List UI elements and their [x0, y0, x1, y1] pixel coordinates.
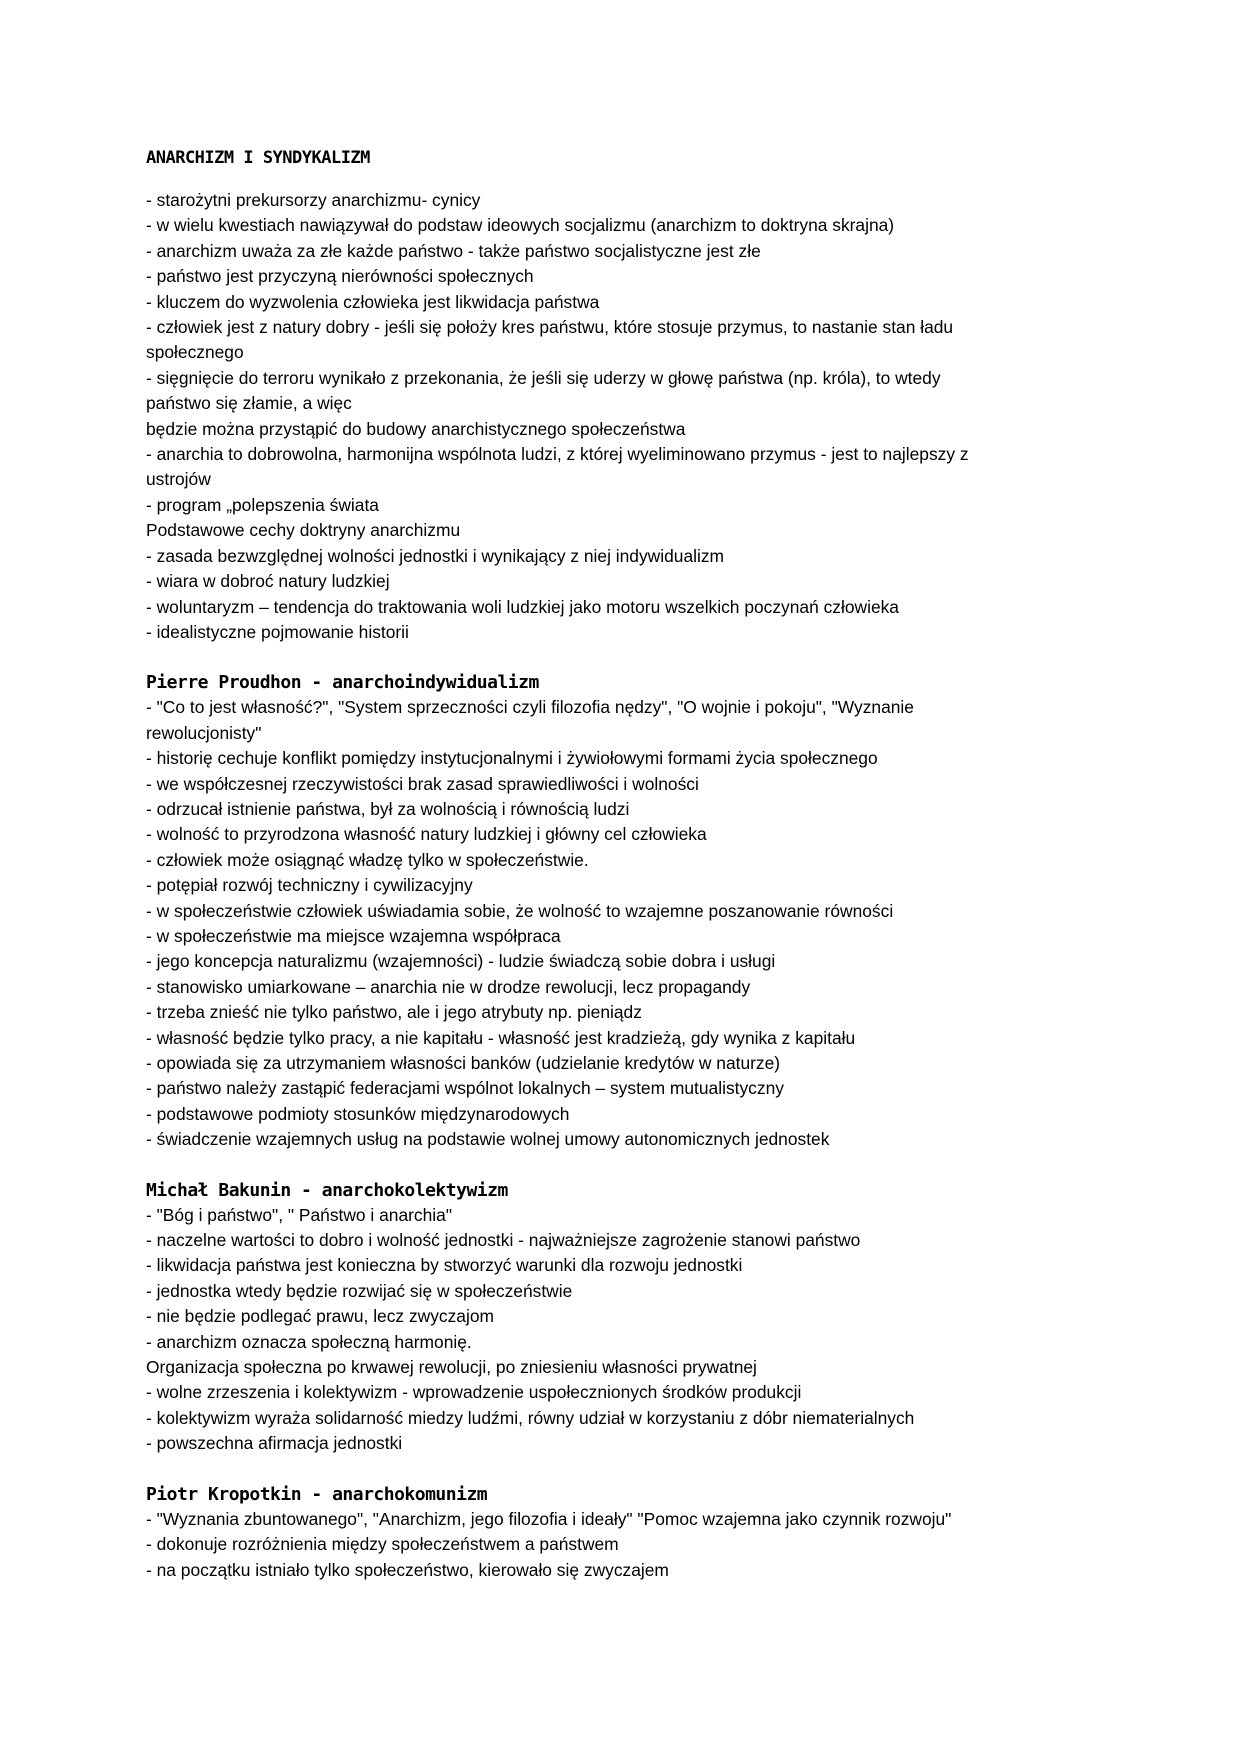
section-heading: Piotr Kropotkin - anarchokomunizm: [146, 1483, 488, 1505]
text-line: - własność będzie tylko pracy, a nie kapitału - własność jest kradzieżą, gdy wynika z kapitału: [146, 1027, 856, 1048]
text-line: - woluntaryzm – tendencja do traktowania woli ludzkiej jako motoru wszelkich poczynań człowieka: [146, 596, 899, 617]
text-line: - w społeczeństwie ma miejsce wzajemna współpraca: [146, 925, 561, 946]
section-proudhon: [146, 670, 1106, 1152]
text-line: - idealistyczne pojmowanie historii: [146, 621, 409, 642]
text-line: - historię cechuje konflikt pomiędzy instytucjonalnymi i żywiołowymi formami życia społecznego: [146, 748, 878, 769]
text-line: ustrojów: [146, 469, 211, 490]
text-line: - stanowisko umiarkowane – anarchia nie w drodze rewolucji, lecz propagandy: [146, 976, 751, 997]
text-line: będzie można przystąpić do budowy anarchistycznego społeczeństwa: [146, 418, 686, 439]
text-line: - sięgnięcie do terroru wynikało z przekonania, że jeśli się uderzy w głowę państwa (np. króla), to wtedy: [146, 367, 941, 388]
section-bakunin: [146, 1178, 1106, 1457]
text-line: - zasada bezwzględnej wolności jednostki i wynikający z niej indywidualizm: [146, 545, 725, 566]
text-line: - anarchizm uważa za złe każde państwo - także państwo socjalistyczne jest złe: [146, 240, 761, 261]
spacer: [146, 1153, 1106, 1178]
text-line: - "Co to jest własność?", "System sprzeczności czyli filozofia nędzy", "O wojnie i pokoju", "Wyznanie: [146, 697, 914, 718]
text-line: państwo się złamie, a więc: [146, 393, 352, 414]
text-line: rewolucjonisty": [146, 722, 262, 743]
text-line: - kolektywizm wyraża solidarność miedzy ludźmi, równy udział w korzystaniu z dóbr niematerialnych: [146, 1407, 915, 1428]
text-line: - wolne zrzeszenia i kolektywizm - wprowadzenie uspołecznionych środków produkcji: [146, 1382, 802, 1403]
document-title: ANARCHIZM I SYNDYKALIZM: [146, 148, 370, 168]
section-heading: Pierre Proudhon - anarchoindywidualizm: [146, 672, 539, 694]
text-line: - program „polepszenia świata: [146, 494, 379, 515]
text-line: - w społeczeństwie człowiek uświadamia sobie, że wolność to wzajemne poszanowanie równości: [146, 900, 894, 921]
subheading-line: Organizacja społeczna po krwawej rewolucji, po zniesieniu własności prywatnej: [146, 1357, 757, 1378]
spacer: [146, 645, 1106, 670]
text-line: - człowiek może osiągnąć władzę tylko w społeczeństwie.: [146, 849, 589, 870]
text-line: społecznego: [146, 342, 244, 363]
text-line: - starożytni prekursorzy anarchizmu- cynicy: [146, 190, 481, 210]
text-line: - świadczenie wzajemnych usług na podstawie wolnej umowy autonomicznych jednostek: [146, 1129, 830, 1150]
text-line: - na początku istniało tylko społeczeństwo, kierowało się zwyczajem: [146, 1559, 669, 1580]
text-line: - człowiek jest z natury dobry - jeśli się położy kres państwu, które stosuje przymus, to nastanie stan ładu: [146, 317, 954, 338]
text-line: - wiara w dobroć natury ludzkiej: [146, 571, 390, 592]
text-line: - likwidacja państwa jest konieczna by stworzyć warunki dla rozwoju jednostki: [146, 1255, 743, 1276]
text-line: - podstawowe podmioty stosunków międzynarodowych: [146, 1103, 570, 1124]
text-line: - "Wyznania zbuntowanego", "Anarchizm, jego filozofia i ideały" "Pomoc wzajemna jako czynnik rozwoju": [146, 1508, 952, 1529]
text-line: - jego koncepcja naturalizmu (wzajemności) - ludzie świadczą sobie dobra i usługi: [146, 951, 776, 972]
text-line: - powszechna afirmacja jednostki: [146, 1433, 403, 1454]
spacer: [146, 1457, 1106, 1482]
section-kropotkin: [146, 1482, 1106, 1583]
document-page: [146, 146, 1106, 1583]
text-line: - potępiał rozwój techniczny i cywilizacyjny: [146, 875, 473, 896]
text-line: - dokonuje rozróżnienia między społeczeństwem a państwem: [146, 1534, 619, 1555]
text-line: - jednostka wtedy będzie rozwijać się w społeczeństwie: [146, 1280, 573, 1301]
text-line: - państwo należy zastąpić federacjami wspólnot lokalnych – system mutualistyczny: [146, 1078, 784, 1099]
subheading-line: Podstawowe cechy doktryny anarchizmu: [146, 520, 461, 541]
text-line: - nie będzie podlegać prawu, lecz zwyczajom: [146, 1306, 494, 1327]
text-line: - kluczem do wyzwolenia człowieka jest likwidacja państwa: [146, 291, 600, 312]
text-line: - anarchizm oznacza społeczną harmonię.: [146, 1331, 472, 1352]
intro-block: [146, 188, 1106, 645]
text-line: - "Bóg i państwo", " Państwo i anarchia": [146, 1204, 452, 1225]
text-line: - trzeba znieść nie tylko państwo, ale i jego atrybuty np. pieniądz: [146, 1002, 642, 1023]
text-line: - odrzucał istnienie państwa, był za wolnością i równością ludzi: [146, 798, 630, 819]
text-line: - we współczesnej rzeczywistości brak zasad sprawiedliwości i wolności: [146, 773, 699, 794]
text-line: - naczelne wartości to dobro i wolność jednostki - najważniejsze zagrożenie stanowi państwo: [146, 1230, 861, 1251]
text-line: - w wielu kwestiach nawiązywał do podstaw ideowych socjalizmu (anarchizm to doktryna skrajna): [146, 215, 895, 236]
section-heading: Michał Bakunin - anarchokolektywizm: [146, 1179, 508, 1201]
text-line: - opowiada się za utrzymaniem własności banków (udzielanie kredytów w naturze): [146, 1053, 781, 1073]
text-line: - państwo jest przyczyną nierówności społecznych: [146, 266, 534, 287]
text-line: - anarchia to dobrowolna, harmonijna wspólnota ludzi, z której wyeliminowano przymus - jest to najlepszy z: [146, 444, 969, 465]
text-line: - wolność to przyrodzona własność natury ludzkiej i główny cel człowieka: [146, 824, 707, 845]
